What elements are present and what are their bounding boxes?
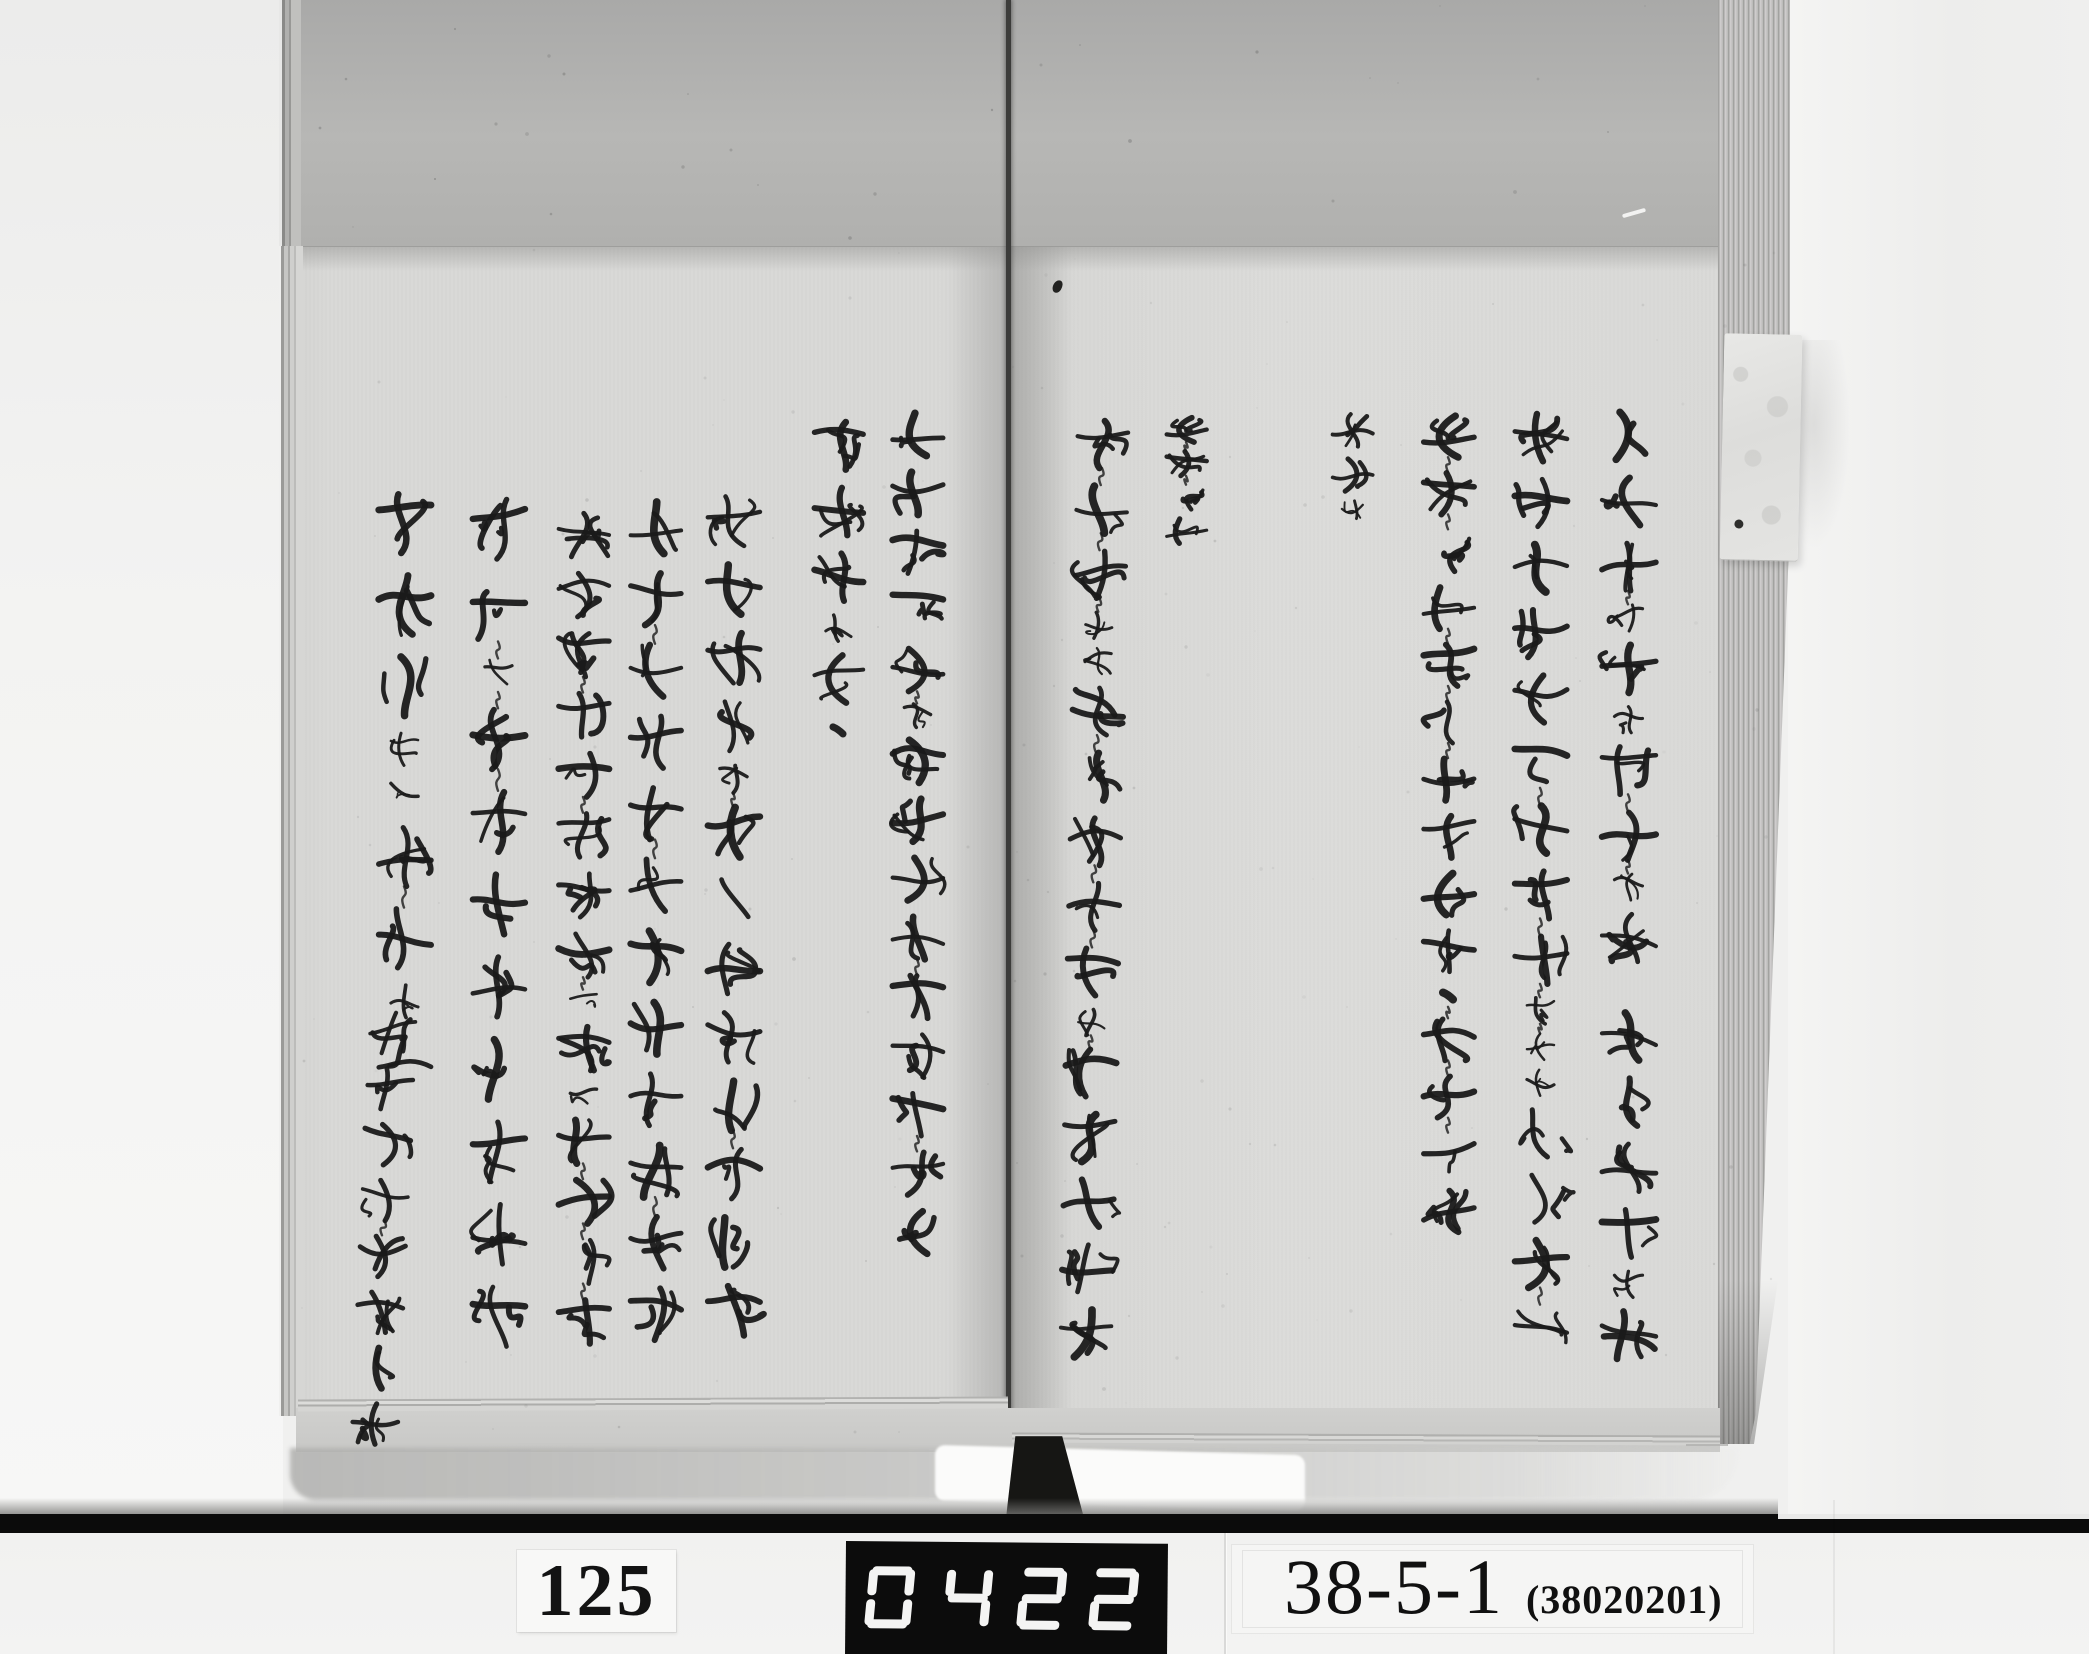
page-number: 125 bbox=[536, 1550, 657, 1632]
counter-digit bbox=[1016, 1568, 1068, 1630]
table-seam-left bbox=[1224, 1533, 1226, 1654]
gutter-shading-right bbox=[1008, 246, 1074, 1441]
right-page-corner-edges bbox=[1686, 1396, 1728, 1446]
gutter-shading-left bbox=[950, 246, 1008, 1408]
background-left bbox=[0, 0, 283, 1534]
right-fore-edge bbox=[1718, 0, 1790, 1444]
bottom-page-stack bbox=[296, 1408, 1720, 1452]
reference-code: (38020201) bbox=[1525, 1577, 1723, 1622]
paper-tab bbox=[1720, 333, 1803, 562]
left-fore-edge bbox=[279, 246, 303, 1416]
shadow-band bbox=[0, 1514, 2089, 1533]
flipped-pages-left-edge bbox=[279, 0, 301, 248]
counter-digits bbox=[845, 1541, 1168, 1654]
book-gutter bbox=[1006, 0, 1011, 1440]
reference-number: 38-5-1 bbox=[1284, 1543, 1504, 1630]
table-seam-right bbox=[1833, 1500, 1835, 1654]
counter-digit bbox=[1088, 1568, 1140, 1630]
flipped-pages-top bbox=[283, 0, 1718, 248]
image-counter bbox=[845, 1541, 1168, 1654]
reference-card bbox=[1232, 1545, 1753, 1633]
tab-hole-dot bbox=[1734, 519, 1743, 528]
page-number-card bbox=[517, 1550, 676, 1632]
counter-digit bbox=[942, 1570, 993, 1626]
paper-tab-shadow bbox=[1798, 340, 1850, 550]
background-right bbox=[1788, 0, 2089, 1534]
counter-digit bbox=[864, 1566, 916, 1628]
shadow-band-step bbox=[1778, 1514, 2089, 1519]
